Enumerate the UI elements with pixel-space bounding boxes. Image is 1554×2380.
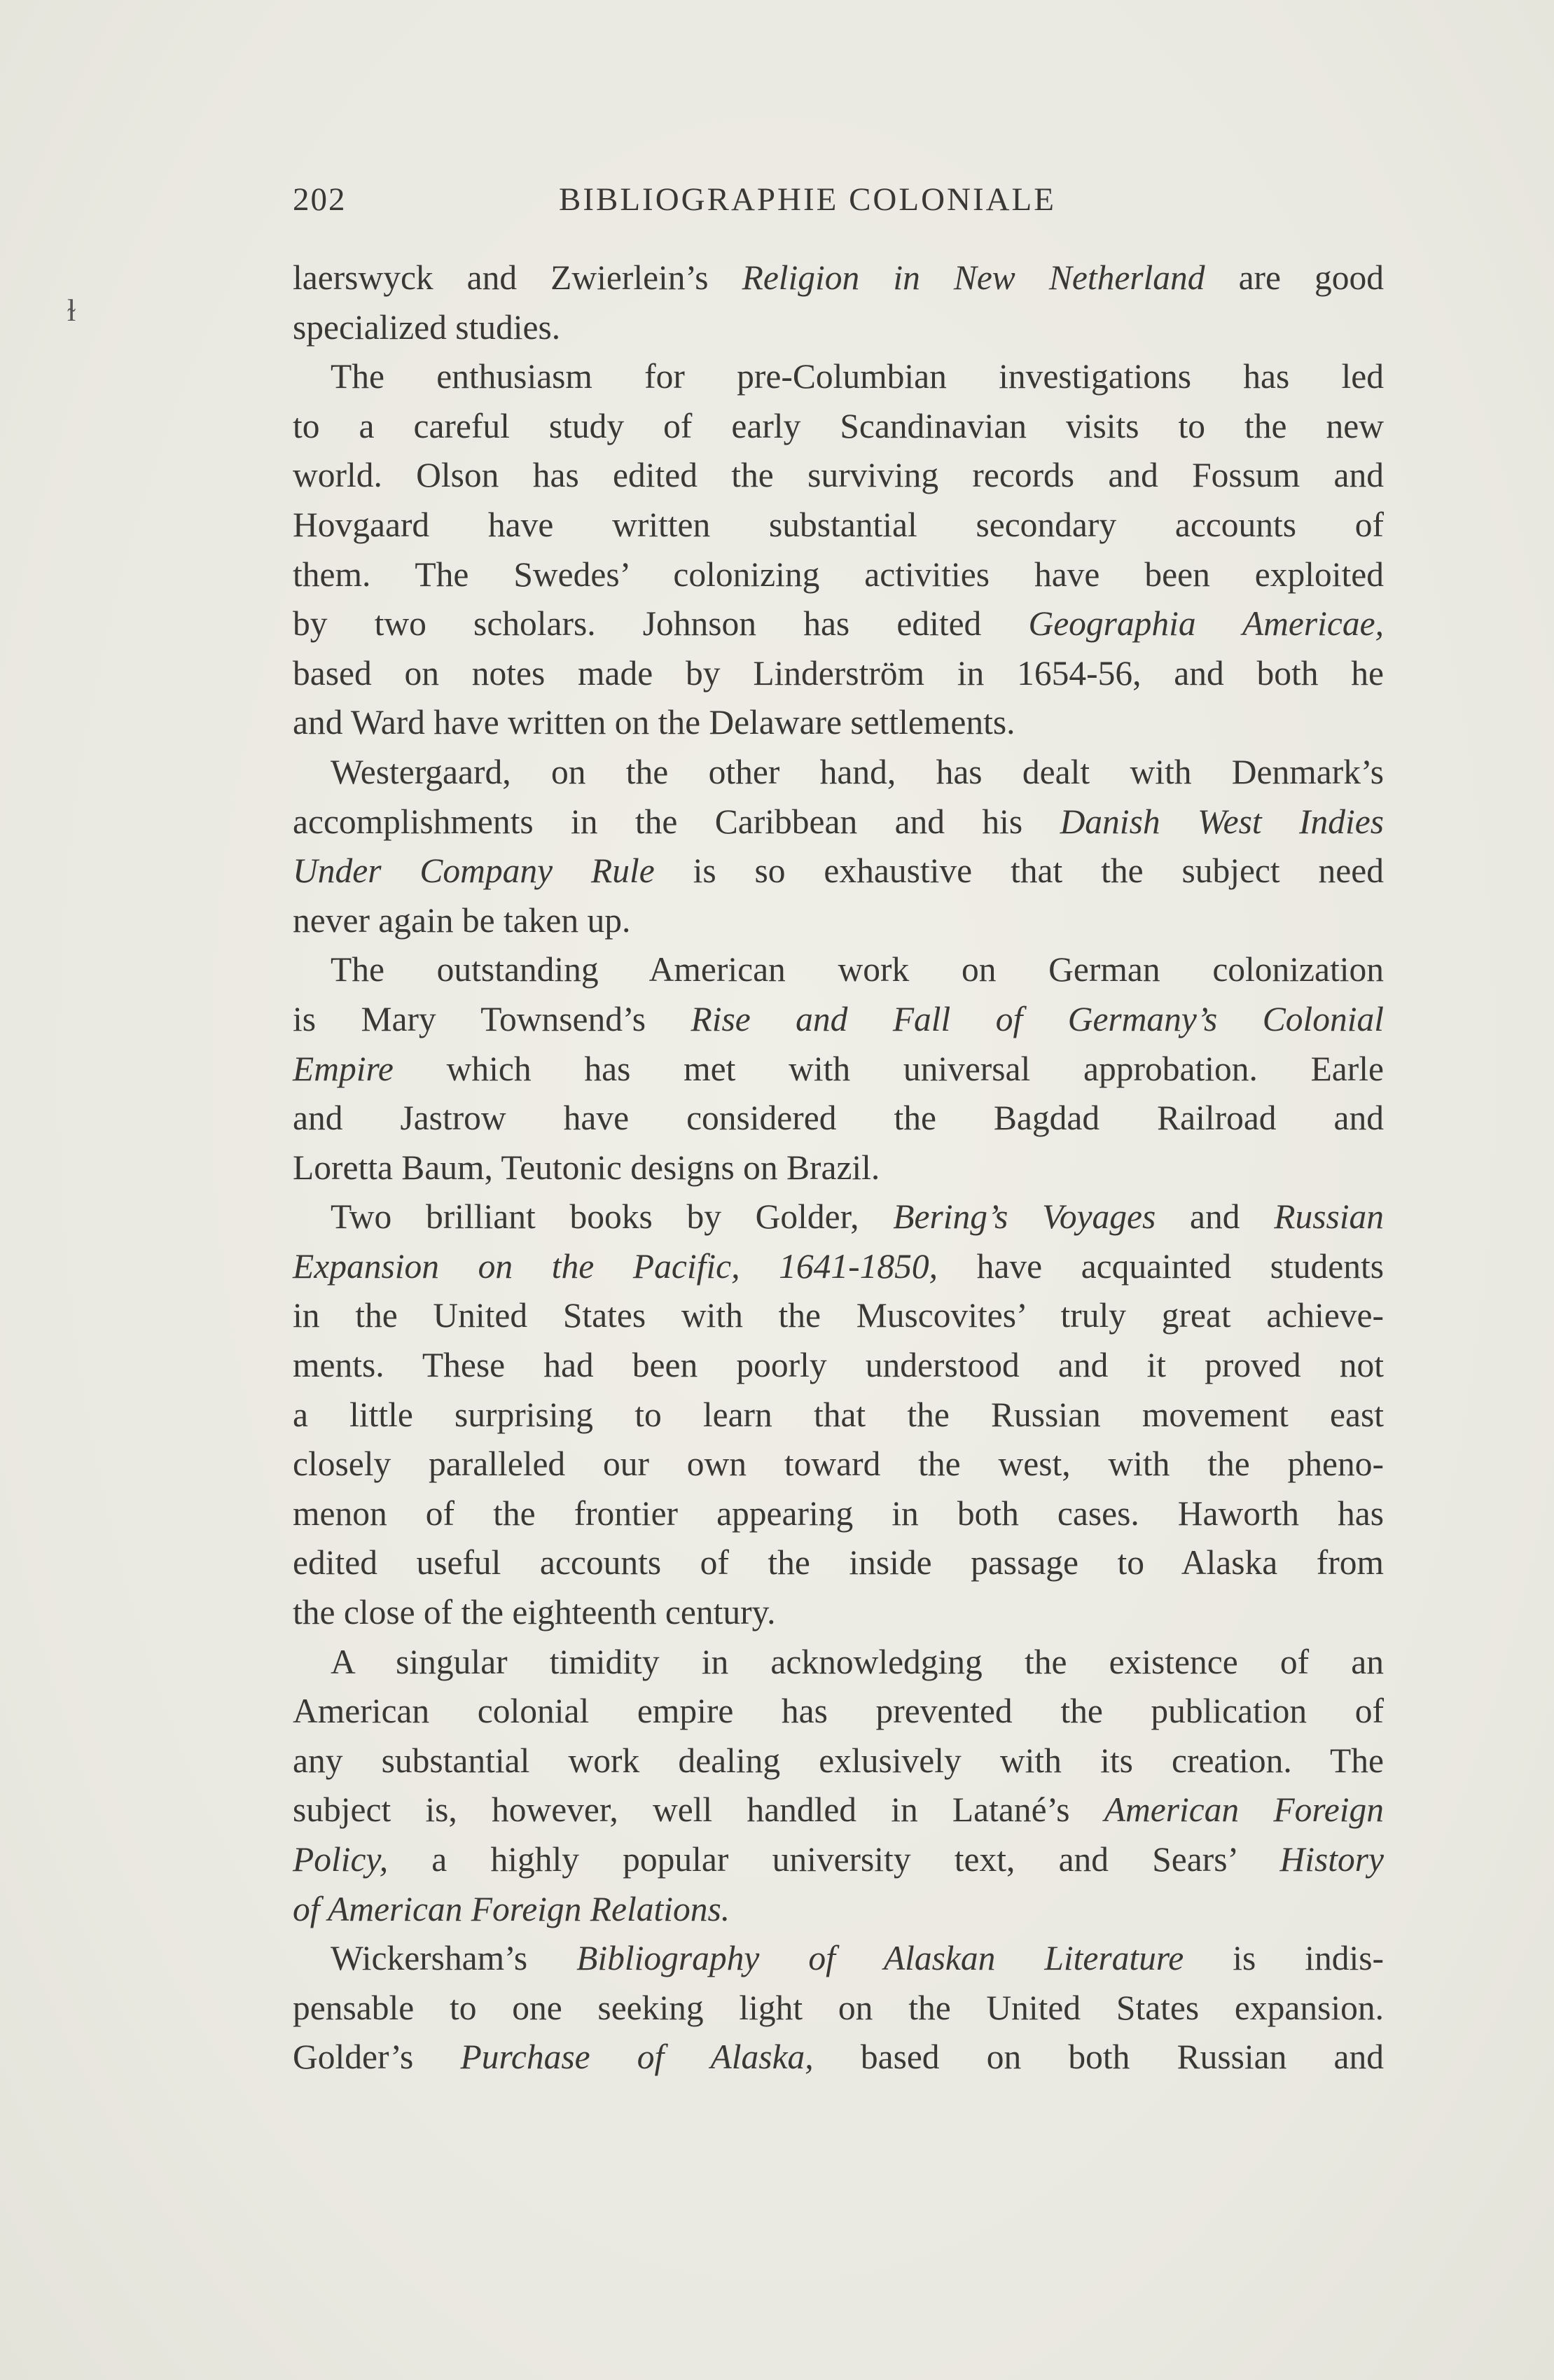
text-line: Two brilliant books by Golder, Bering’s Voyages and Russian <box>331 1197 1384 1237</box>
italic-title: History <box>1279 1840 1384 1879</box>
text-line: Under Company Rule is so exhaustive that the subject need <box>293 851 1384 891</box>
italic-title: Under Company Rule <box>293 851 655 891</box>
italic-title: Bibliography of Alaskan Literature <box>576 1939 1184 1978</box>
paragraph <box>293 1638 1384 1935</box>
text-line: Hovgaard have written substantial secondary accounts of <box>293 505 1384 544</box>
italic-title: Bering’s Voyages <box>893 1197 1156 1237</box>
paragraph <box>293 253 1384 352</box>
italic-title: Religion in New Netherland <box>742 258 1205 297</box>
text-line: a little surprising to learn that the Russian movement east <box>293 1395 1384 1434</box>
running-title: BIBLIOGRAPHIE COLONIALE <box>559 181 1056 218</box>
italic-title: Expansion on the Pacific, 1641-1850, <box>293 1246 938 1286</box>
text-line: Loretta Baum, Teutonic designs on Brazil. <box>293 1148 880 1187</box>
text-line: Westergaard, on the other hand, has dealt with Denmark’s <box>331 752 1384 791</box>
paragraph <box>293 1934 1384 2082</box>
text-line: and Jastrow have considered the Bagdad Railroad and <box>293 1099 1384 1138</box>
text-line: pensable to one seeking light on the United States expansion. <box>293 1988 1384 2027</box>
italic-title: Geographia Americae, <box>1028 604 1384 643</box>
paragraph <box>293 352 1384 748</box>
text-line: them. The Swedes’ colonizing activities have been exploited <box>293 555 1384 594</box>
text-line: edited useful accounts of the inside passage to Alaska from <box>293 1543 1384 1582</box>
text-line: Policy, a highly popular university text, and Sears’ History <box>293 1840 1384 1879</box>
text-line: specialized studies. <box>293 307 561 347</box>
text-line: American colonial empire has prevented the publication of <box>293 1692 1384 1731</box>
italic-title: Rise and Fall of Germany’s Colonial <box>691 999 1384 1038</box>
text-line: the close of the eighteenth century. <box>293 1593 776 1632</box>
italic-title: Purchase of Alaska, <box>460 2038 814 2077</box>
italic-title: Danish West Indies <box>1060 802 1384 841</box>
text-line: closely paralleled our own toward the west, with the pheno- <box>293 1445 1384 1484</box>
running-header <box>293 181 1115 223</box>
text-line: The enthusiasm for pre-Columbian investigations has led <box>331 357 1384 396</box>
text-line <box>293 1885 1384 1935</box>
text-line: world. Olson has edited the surviving records and Fossum and <box>293 456 1384 495</box>
italic-title: Policy, <box>293 1840 389 1879</box>
text-line: ments. These had been poorly understood and it proved not <box>293 1346 1384 1385</box>
text-line: Wickersham’s Bibliography of Alaskan Literature is indis- <box>331 1939 1384 1978</box>
page-number: 202 <box>293 181 347 218</box>
italic-title: American Foreign <box>1104 1790 1384 1830</box>
body-text <box>293 253 1384 2082</box>
text-line: to a careful study of early Scandinavian visits to the new <box>293 406 1384 445</box>
text-line: is Mary Townsend’s Rise and Fall of Germany’s Colonial <box>293 999 1384 1038</box>
margin-mark: ɫ <box>67 293 76 328</box>
text-line: never again be taken up. <box>293 900 631 940</box>
text-line: Golder’s Purchase of Alaska, based on both Russian and <box>293 2038 1384 2077</box>
text-line: any substantial work dealing exlusively with its creation. The <box>293 1741 1384 1780</box>
italic-title: Russian <box>1274 1197 1384 1237</box>
text-line: subject is, however, well handled in Latané’s American Foreign <box>293 1790 1384 1830</box>
text-line: and Ward have written on the Delaware settlements. <box>293 703 1015 742</box>
text-line: The outstanding American work on German colonization <box>331 950 1384 989</box>
text-line: menon of the frontier appearing in both cases. Haworth has <box>293 1494 1384 1533</box>
text-line: A singular timidity in acknowledging the existence of an <box>331 1642 1384 1681</box>
text-line: Empire which has met with universal approbation. Earle <box>293 1049 1384 1088</box>
italic-title: Empire <box>293 1049 394 1088</box>
text-line: in the United States with the Muscovites’ truly great achieve- <box>293 1296 1384 1335</box>
paragraph <box>293 748 1384 945</box>
text-line: accomplishments in the Caribbean and his Danish West Indies <box>293 802 1384 841</box>
text-line: by two scholars. Johnson has edited Geographia Americae, <box>293 604 1384 643</box>
text-line: Expansion on the Pacific, 1641-1850, have acquainted students <box>293 1246 1384 1286</box>
italic-title: of American Foreign Relations. <box>293 1889 730 1928</box>
paragraph <box>293 945 1384 1192</box>
text-line: laerswyck and Zwierlein’s Religion in New Netherland are good <box>293 258 1384 297</box>
text-line: based on notes made by Linderström in 1654-56, and both he <box>293 653 1384 693</box>
paragraph <box>293 1192 1384 1637</box>
